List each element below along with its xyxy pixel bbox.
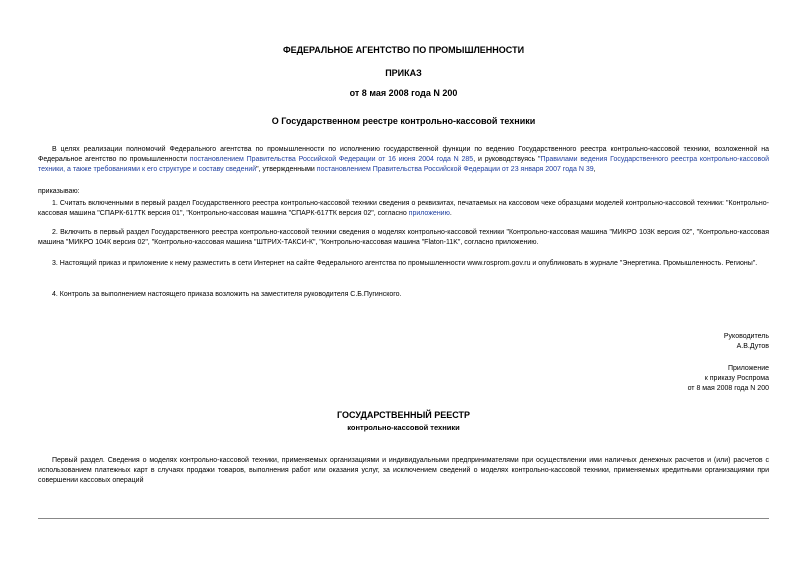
signer-name: А.В.Дутов bbox=[736, 343, 769, 350]
decree-285-link[interactable]: постановлением Правительства Российской Федерации от 16 июня 2004 года N 285 bbox=[189, 156, 474, 163]
order-item-2: 2. Включить в первый раздел Государственного реестра контрольно-кассовой техники сведения о моделях контрольно-кассовой техники "Контрольно-кассовая машина "МИКРО 103К версия 02", "Контрольно-кассовая машина "МИКРО 104К версия 02", "Контрольно-кассовая машина "ШТРИХ-ТАКСИ-К", "Контрольно-кассовая машина "Flaton-11K", согласно приложению. bbox=[38, 229, 769, 246]
registry-title: ГОСУДАРСТВЕННЫЙ РЕЕСТР bbox=[336, 410, 471, 420]
registry-rules-link[interactable]: Правилами ведения Государственного реестра контрольно-кассовой техники, а также требованиями к его структуре и составу сведений bbox=[38, 156, 770, 173]
preamble-text-b: , и руководствуясь " bbox=[473, 156, 541, 163]
appendix-line-3: от 8 мая 2008 года N 200 bbox=[687, 385, 769, 392]
decree-39-link[interactable]: постановлением Правительства Российской Федерации от 23 января 2007 года N 39 bbox=[316, 166, 594, 173]
registry-subtitle: контрольно-кассовой техники bbox=[347, 423, 460, 432]
agency-heading: ФЕДЕРАЛЬНОЕ АГЕНТСТВО ПО ПРОМЫШЛЕННОСТИ bbox=[282, 45, 525, 55]
appendix-link[interactable]: приложению bbox=[408, 210, 450, 217]
order-verb: приказываю: bbox=[38, 188, 80, 195]
signature-block bbox=[724, 332, 769, 352]
order-date: от 8 мая 2008 года N 200 bbox=[349, 88, 458, 98]
preamble-text-d: , bbox=[593, 166, 596, 173]
registry-section-1: Первый раздел. Сведения о моделях контрольно-кассовой техники, применяемых организациями и индивидуальными предпринимателями при осуществлении ими наличных денежных расчетов и (или) расчетов с использованием платежных карт в случаях продажи товаров, выполнения работ или оказания услуг, за исключением сведений о моделях контрольно-кассовой техники, применяемых кредитными организациями при совершении кассовых операций bbox=[38, 457, 769, 484]
signer-title: Руководитель bbox=[723, 333, 769, 340]
order-subject: О Государственном реестре контрольно-кассовой техники bbox=[271, 116, 536, 126]
order-heading: ПРИКАЗ bbox=[385, 68, 422, 78]
order-item-3: 3. Настоящий приказ и приложение к нему разместить в сети Интернет на сайте Федерального агентства по промышленности www.rosprom.gov.ru и опубликовать в журнале "Энергетика. Промышленность. Регионы". bbox=[52, 260, 758, 267]
item-1-text-a: 1. Считать включенными в первый раздел Государственного реестра контрольно-кассовой техники сведения о реквизитах, печатаемых на кассовом чеке образцами моделей контрольно-кассовой техники: "Контрольно-кассовая машина "СПАРК-617ТК версия 01", "Контрольно-кассовая машина "СПАРК-617ТК версия 02", согласно bbox=[38, 200, 769, 217]
preamble-paragraph bbox=[38, 145, 769, 175]
preamble-text-c: ", утвержденными bbox=[256, 166, 317, 173]
appendix-line-2: к приказу Роспрома bbox=[704, 375, 769, 382]
order-item-1 bbox=[38, 199, 769, 219]
appendix-note bbox=[688, 364, 769, 394]
appendix-line-1: Приложение bbox=[727, 365, 769, 372]
preamble-text-a: В целях реализации полномочий Федерального агентства по промышленности по исполнению государственной функции по ведению Государственного реестра контрольно-кассовой техники, возложенной на Федеральное агентство по промышленности bbox=[38, 146, 769, 163]
page-divider bbox=[38, 518, 769, 519]
order-item-4: 4. Контроль за выполнением настоящего приказа возложить на заместителя руководителя С.Б.Пугинского. bbox=[52, 291, 402, 298]
item-1-text-b: . bbox=[449, 210, 452, 217]
